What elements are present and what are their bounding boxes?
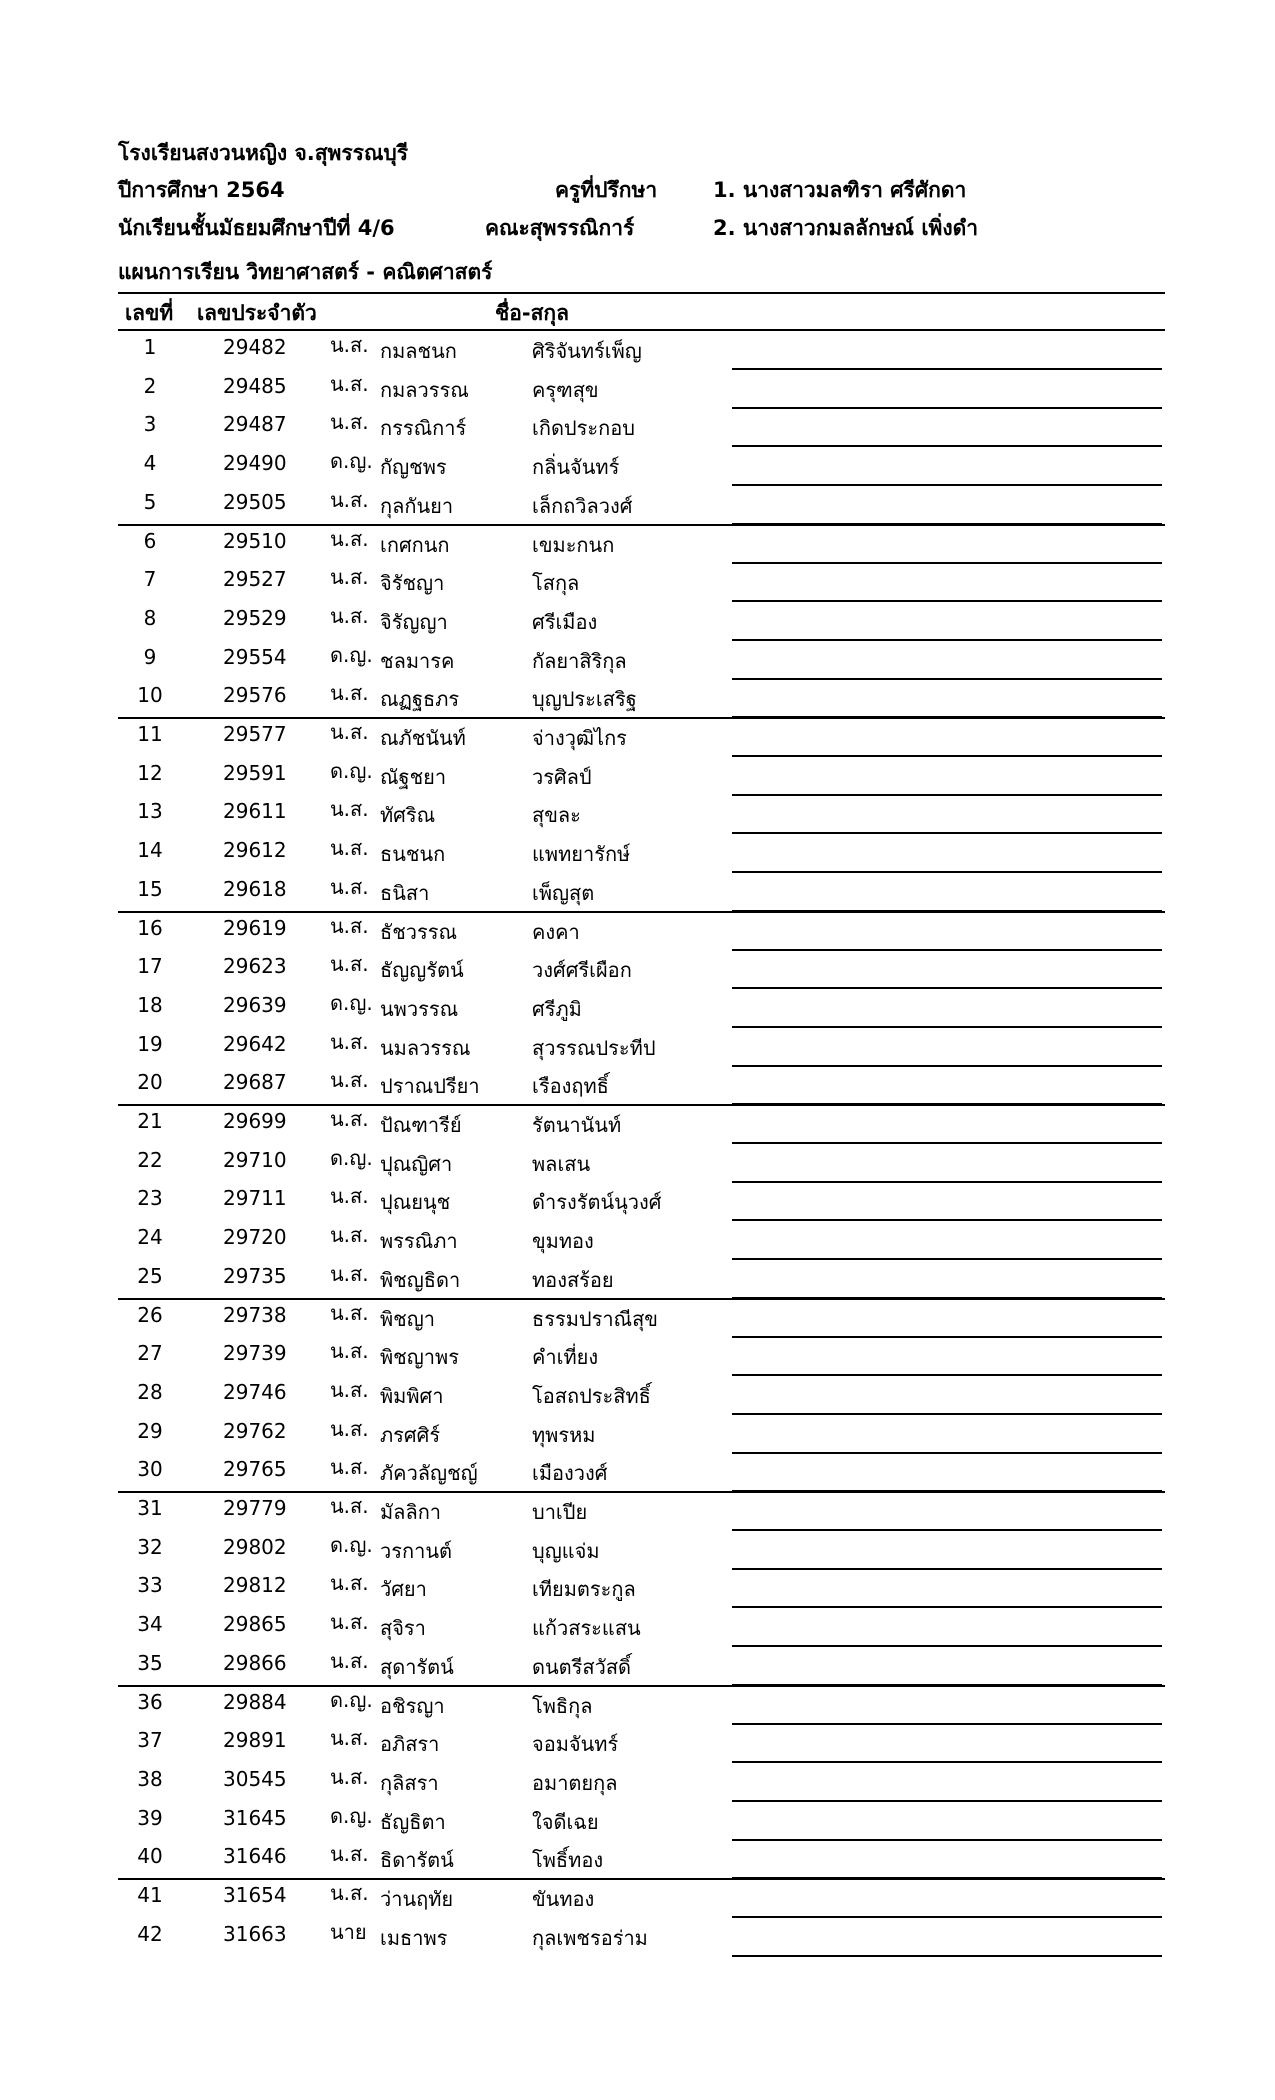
table-row xyxy=(0,602,1275,640)
student-id: 29738 xyxy=(223,1302,287,1327)
student-last-name: ขุมทอง xyxy=(532,1229,594,1254)
table-row xyxy=(0,331,1275,369)
student-id: 29639 xyxy=(223,992,287,1017)
table-row xyxy=(0,1221,1275,1259)
student-last-name: ธรรมปราณีสุข xyxy=(532,1306,658,1331)
student-title: น.ส. xyxy=(330,1184,369,1209)
student-first-name: พิมพิศา xyxy=(380,1383,444,1408)
student-first-name: กุลิสรา xyxy=(380,1770,439,1795)
student-number: 32 xyxy=(137,1534,163,1559)
student-title: ด.ญ. xyxy=(330,449,373,474)
student-id: 29576 xyxy=(223,683,287,708)
student-last-name: ดำรงรัตน์นุวงศ์ xyxy=(532,1190,662,1215)
student-title: น.ส. xyxy=(330,1610,369,1635)
student-id: 29891 xyxy=(223,1728,287,1753)
student-last-name: โพธิกุล xyxy=(532,1693,593,1718)
student-id: 31646 xyxy=(223,1844,287,1869)
table-row xyxy=(0,989,1275,1027)
student-title: น.ส. xyxy=(330,836,369,861)
student-number: 23 xyxy=(137,1186,163,1211)
table-row xyxy=(0,757,1275,795)
table-row xyxy=(0,1105,1275,1143)
table-row xyxy=(0,1531,1275,1569)
student-id: 29711 xyxy=(223,1186,287,1211)
student-first-name: พิชญา xyxy=(380,1306,436,1331)
student-id: 29866 xyxy=(223,1650,287,1675)
student-last-name: วงศ์ศรีเผือก xyxy=(532,958,632,983)
student-id: 31654 xyxy=(223,1883,287,1907)
student-first-name: พิชญธิดา xyxy=(380,1267,461,1292)
student-last-name: กัลยาสิริกุล xyxy=(532,648,627,673)
table-row xyxy=(0,1453,1275,1491)
table-row xyxy=(0,408,1275,446)
student-title: น.ส. xyxy=(330,603,369,628)
student-last-name: ดนตรีสวัสดิ์ xyxy=(532,1654,632,1679)
student-number: 17 xyxy=(137,954,163,979)
table-row xyxy=(0,1492,1275,1530)
student-title: น.ส. xyxy=(330,1223,369,1248)
table-row xyxy=(0,1376,1275,1414)
student-id: 29865 xyxy=(223,1612,287,1637)
student-last-name: ทุพรหม xyxy=(532,1422,596,1447)
student-id: 29779 xyxy=(223,1496,287,1520)
student-first-name: กุลกันยา xyxy=(380,493,454,518)
student-id: 29554 xyxy=(223,644,287,669)
student-first-name: ทัศริณ xyxy=(380,803,436,828)
teacher-label: ครูที่ปรึกษา xyxy=(555,178,658,202)
student-title: ด.ญ. xyxy=(330,1532,373,1557)
student-last-name: เมืองวงศ์ xyxy=(532,1461,608,1486)
student-number: 24 xyxy=(137,1225,163,1250)
student-number: 42 xyxy=(137,1921,163,1946)
student-first-name: สุจิรา xyxy=(380,1616,426,1641)
table-row xyxy=(0,1028,1275,1066)
student-first-name: สุดารัตน์ xyxy=(380,1654,454,1679)
student-last-name: กุลเพชรอร่าม xyxy=(532,1925,648,1950)
student-id: 29746 xyxy=(223,1379,287,1404)
student-last-name: แพทยารักษ์ xyxy=(532,842,631,867)
table-row xyxy=(0,563,1275,601)
table-row xyxy=(0,1260,1275,1298)
student-number: 27 xyxy=(137,1341,163,1366)
student-last-name: สุขละ xyxy=(532,803,581,828)
student-title: น.ส. xyxy=(330,1416,369,1441)
student-id: 29762 xyxy=(223,1418,287,1443)
student-last-name: โอสถประสิทธิ์ xyxy=(532,1383,651,1408)
student-number: 20 xyxy=(137,1070,163,1095)
student-last-name: กลิ่นจันทร์ xyxy=(532,455,620,480)
student-id: 29735 xyxy=(223,1263,287,1288)
student-number: 1 xyxy=(143,335,157,359)
student-number: 26 xyxy=(137,1302,163,1327)
student-title: น.ส. xyxy=(330,1377,369,1402)
student-title: น.ส. xyxy=(330,1455,369,1480)
student-title: น.ส. xyxy=(330,1842,369,1867)
student-title: น.ส. xyxy=(330,565,369,590)
student-last-name: ศรีเมือง xyxy=(532,609,598,634)
table-row xyxy=(0,1918,1275,1956)
student-last-name: อมาตยกุล xyxy=(532,1770,618,1795)
student-first-name: เมธาพร xyxy=(380,1925,448,1950)
student-last-name: เขมะกนก xyxy=(532,532,615,557)
student-first-name: จิรัชญา xyxy=(380,571,445,596)
student-last-name: เล็กถวิลวงศ์ xyxy=(532,493,633,518)
student-last-name: โสกุล xyxy=(532,571,580,596)
table-row xyxy=(0,1647,1275,1685)
student-first-name: กมลวรรณ xyxy=(380,377,469,402)
student-title: น.ส. xyxy=(330,1261,369,1286)
student-last-name: เพ็ญสุต xyxy=(532,880,595,905)
table-row xyxy=(0,1144,1275,1182)
student-first-name: อภิสรา xyxy=(380,1732,440,1757)
student-first-name: ภรศศิร์ xyxy=(380,1422,441,1447)
student-id: 29591 xyxy=(223,760,287,785)
table-row xyxy=(0,1724,1275,1762)
student-last-name: วรศิลป์ xyxy=(532,764,592,789)
student-last-name: เทียมตระกูล xyxy=(532,1577,636,1602)
student-number: 18 xyxy=(137,992,163,1017)
student-first-name: อชิรญา xyxy=(380,1693,445,1718)
student-title: น.ส. xyxy=(330,1029,369,1054)
student-last-name: ทองสร้อย xyxy=(532,1267,614,1292)
student-number: 40 xyxy=(137,1844,163,1869)
student-last-name: คงคา xyxy=(532,919,580,944)
table-row xyxy=(0,486,1275,524)
student-first-name: ธัชวรรณ xyxy=(380,919,458,944)
student-first-name: พิชญาพร xyxy=(380,1345,459,1370)
teacher-1: 1. นางสาวมลฑิรา ศรีศักดา xyxy=(713,178,967,202)
student-title: น.ส. xyxy=(330,1339,369,1364)
student-id: 29619 xyxy=(223,915,287,940)
student-id: 29765 xyxy=(223,1457,287,1482)
student-first-name: กมลชนก xyxy=(380,339,457,363)
student-first-name: ธิดารัตน์ xyxy=(380,1848,454,1873)
student-first-name: ปุณญิศา xyxy=(380,1151,453,1176)
student-title: ด.ญ. xyxy=(330,1803,373,1828)
student-number: 28 xyxy=(137,1379,163,1404)
student-last-name: แก้วสระแสน xyxy=(532,1616,641,1641)
table-row xyxy=(0,1415,1275,1453)
student-last-name: ครุฑสุข xyxy=(532,377,599,402)
student-last-name: คำเที่ยง xyxy=(532,1345,599,1370)
student-title: น.ส. xyxy=(330,1300,369,1325)
column-header-name: ชื่อ-สกุล xyxy=(495,301,569,325)
student-title: น.ส. xyxy=(330,487,369,512)
student-number: 36 xyxy=(137,1689,163,1714)
table-row xyxy=(0,950,1275,988)
student-number: 11 xyxy=(137,722,163,746)
student-last-name: ศรีภูมิ xyxy=(532,996,582,1021)
student-first-name: ปราณปรียา xyxy=(380,1074,480,1099)
student-title: ด.ญ. xyxy=(330,1145,373,1170)
student-title: ด.ญ. xyxy=(330,1687,373,1712)
student-title: น.ส. xyxy=(330,1107,369,1131)
school-name: โรงเรียนสงวนหญิง จ.สุพรรณบุรี xyxy=(118,141,409,165)
student-number: 25 xyxy=(137,1263,163,1288)
table-row xyxy=(0,1299,1275,1337)
student-id: 29490 xyxy=(223,451,287,476)
student-id: 29802 xyxy=(223,1534,287,1559)
student-id: 29485 xyxy=(223,373,287,398)
student-title: ด.ญ. xyxy=(330,642,373,667)
student-first-name: ณฏฐธภร xyxy=(380,687,460,712)
student-first-name: นพวรรณ xyxy=(380,996,459,1021)
student-number: 7 xyxy=(143,567,157,592)
student-id: 29710 xyxy=(223,1147,287,1172)
table-row xyxy=(0,447,1275,485)
table-row xyxy=(0,1066,1275,1104)
student-last-name: ศิริจันทร์เพ็ญ xyxy=(532,339,642,363)
student-number: 22 xyxy=(137,1147,163,1172)
student-first-name: มัลลิกา xyxy=(380,1500,442,1524)
class-level: นักเรียนชั้นมัธยมศึกษาปีที่ 4/6 xyxy=(118,216,395,240)
student-number: 41 xyxy=(137,1883,163,1907)
student-last-name: เกิดประกอบ xyxy=(532,416,635,441)
student-title: น.ส. xyxy=(330,1068,369,1093)
student-title: น.ส. xyxy=(330,797,369,822)
student-id: 29812 xyxy=(223,1573,287,1598)
student-title: นาย xyxy=(330,1919,367,1944)
student-title: น.ส. xyxy=(330,1764,369,1789)
student-first-name: วรกานต์ xyxy=(380,1538,452,1563)
student-first-name: ณัฐชยา xyxy=(380,764,447,789)
student-number: 8 xyxy=(143,605,157,630)
student-number: 13 xyxy=(137,799,163,824)
student-id: 29720 xyxy=(223,1225,287,1250)
student-first-name: ว่านฤทัย xyxy=(380,1887,454,1911)
student-title: น.ส. xyxy=(330,720,369,744)
table-row xyxy=(0,912,1275,950)
table-row xyxy=(0,1840,1275,1878)
student-last-name: สุวรรณประทีป xyxy=(532,1035,656,1060)
student-id: 29529 xyxy=(223,605,287,630)
student-first-name: กรรณิการ์ xyxy=(380,416,467,441)
student-number: 12 xyxy=(137,760,163,785)
student-first-name: ภัควลัญชญ์ xyxy=(380,1461,478,1486)
student-number: 16 xyxy=(137,915,163,940)
student-number: 4 xyxy=(143,451,157,476)
student-number: 2 xyxy=(143,373,157,398)
table-row xyxy=(0,718,1275,756)
student-last-name: โพธิ์ทอง xyxy=(532,1848,604,1873)
student-first-name: พรรณิภา xyxy=(380,1229,458,1254)
student-id: 29487 xyxy=(223,412,287,437)
student-title: น.ส. xyxy=(330,1881,369,1905)
student-id: 29687 xyxy=(223,1070,287,1095)
student-title: น.ส. xyxy=(330,526,369,551)
table-row xyxy=(0,1608,1275,1646)
student-title: น.ส. xyxy=(330,681,369,706)
student-number: 38 xyxy=(137,1766,163,1791)
student-first-name: นมลวรรณ xyxy=(380,1035,471,1060)
student-id: 30545 xyxy=(223,1766,287,1791)
student-title: น.ส. xyxy=(330,371,369,396)
table-row xyxy=(0,1569,1275,1607)
student-number: 6 xyxy=(143,528,157,553)
student-number: 10 xyxy=(137,683,163,708)
table-row xyxy=(0,370,1275,408)
student-first-name: ปัณฑารีย์ xyxy=(380,1113,462,1137)
student-title: น.ส. xyxy=(330,1648,369,1673)
student-number: 21 xyxy=(137,1109,163,1133)
student-number: 29 xyxy=(137,1418,163,1443)
student-title: ด.ญ. xyxy=(330,990,373,1015)
student-first-name: จิรัญญา xyxy=(380,609,448,634)
student-id: 29612 xyxy=(223,838,287,863)
student-last-name: ใจดีเฉย xyxy=(532,1809,599,1834)
student-id: 29510 xyxy=(223,528,287,553)
student-last-name: เรืองฤทธิ์ xyxy=(532,1074,609,1099)
student-number: 37 xyxy=(137,1728,163,1753)
student-id: 31645 xyxy=(223,1805,287,1830)
column-header-number: เลขที่ xyxy=(125,301,174,325)
student-title: ด.ญ. xyxy=(330,758,373,783)
table-row xyxy=(0,525,1275,563)
student-first-name: กัญชพร xyxy=(380,455,447,480)
student-id: 29527 xyxy=(223,567,287,592)
student-last-name: จอมจันทร์ xyxy=(532,1732,619,1757)
table-row xyxy=(0,834,1275,872)
table-row xyxy=(0,1337,1275,1375)
table-top-rule xyxy=(118,292,1165,294)
student-number: 30 xyxy=(137,1457,163,1482)
student-id: 29577 xyxy=(223,722,287,746)
student-number: 33 xyxy=(137,1573,163,1598)
student-number: 14 xyxy=(137,838,163,863)
house-name: คณะสุพรรณิการ์ xyxy=(485,216,635,240)
student-first-name: ธนิสา xyxy=(380,880,430,905)
student-last-name: จ่างวุฒิไกร xyxy=(532,726,627,750)
student-number: 19 xyxy=(137,1031,163,1056)
student-number: 31 xyxy=(137,1496,163,1520)
student-last-name: รัตนานันท์ xyxy=(532,1113,622,1137)
student-id: 29482 xyxy=(223,335,287,359)
table-row xyxy=(0,1182,1275,1220)
signature-line xyxy=(732,1955,1162,1957)
student-first-name: วัศยา xyxy=(380,1577,427,1602)
column-header-student-id: เลขประจำตัว xyxy=(197,301,317,325)
student-number: 35 xyxy=(137,1650,163,1675)
student-number: 9 xyxy=(143,644,157,669)
student-number: 5 xyxy=(143,489,157,514)
student-id: 31663 xyxy=(223,1921,287,1946)
student-id: 29618 xyxy=(223,876,287,901)
student-title: น.ส. xyxy=(330,1726,369,1751)
academic-year: ปีการศึกษา 2564 xyxy=(118,178,285,202)
table-row xyxy=(0,641,1275,679)
student-first-name: ณภัชนันท์ xyxy=(380,726,466,750)
study-program: แผนการเรียน วิทยาศาสตร์ - คณิตศาสตร์ xyxy=(118,260,493,284)
student-first-name: ธนชนก xyxy=(380,842,446,867)
student-first-name: ปุณยนุช xyxy=(380,1190,451,1215)
student-id: 29623 xyxy=(223,954,287,979)
student-last-name: ขันทอง xyxy=(532,1887,595,1911)
student-last-name: บุญแจ่ม xyxy=(532,1538,600,1563)
student-id: 29642 xyxy=(223,1031,287,1056)
student-number: 34 xyxy=(137,1612,163,1637)
student-title: น.ส. xyxy=(330,874,369,899)
table-row xyxy=(0,1763,1275,1801)
student-first-name: ชลมารค xyxy=(380,648,455,673)
teacher-2: 2. นางสาวกมลลักษณ์ เพิ่งดำ xyxy=(713,216,979,240)
table-row xyxy=(0,795,1275,833)
student-first-name: เกศกนก xyxy=(380,532,450,557)
student-last-name: บาเปีย xyxy=(532,1500,588,1524)
student-number: 15 xyxy=(137,876,163,901)
student-title: น.ส. xyxy=(330,1571,369,1596)
student-number: 3 xyxy=(143,412,157,437)
table-row xyxy=(0,873,1275,911)
student-id: 29611 xyxy=(223,799,287,824)
student-last-name: บุญประเสริฐ xyxy=(532,687,637,712)
student-id: 29739 xyxy=(223,1341,287,1366)
table-row xyxy=(0,1879,1275,1917)
table-row xyxy=(0,679,1275,717)
table-row xyxy=(0,1686,1275,1724)
student-first-name: ธัญธิตา xyxy=(380,1809,446,1834)
student-number: 39 xyxy=(137,1805,163,1830)
student-first-name: ธัญญรัตน์ xyxy=(380,958,464,983)
student-title: น.ส. xyxy=(330,333,369,357)
student-title: น.ส. xyxy=(330,952,369,977)
table-row xyxy=(0,1802,1275,1840)
student-title: น.ส. xyxy=(330,1494,369,1518)
student-title: น.ส. xyxy=(330,410,369,435)
student-id: 29505 xyxy=(223,489,287,514)
student-last-name: พลเสน xyxy=(532,1151,591,1176)
student-id: 29884 xyxy=(223,1689,287,1714)
student-id: 29699 xyxy=(223,1109,287,1133)
student-title: น.ส. xyxy=(330,913,369,938)
